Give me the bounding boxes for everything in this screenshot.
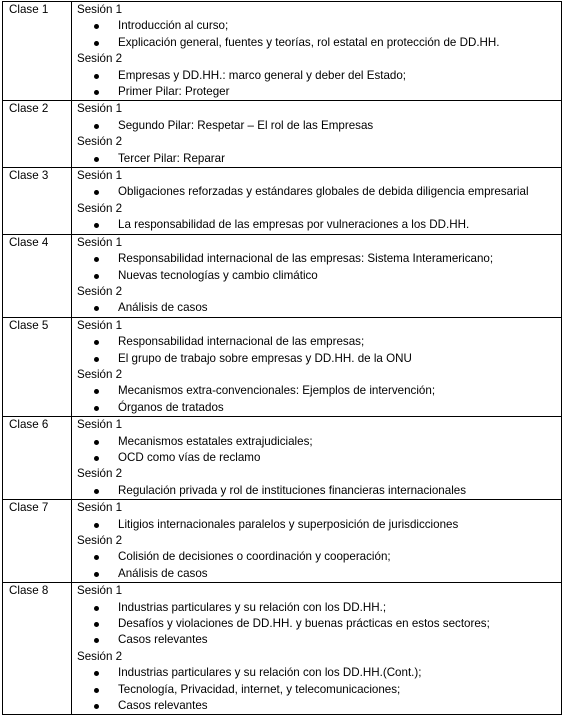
class-label: Clase 6 [3,417,72,500]
session-item-list [77,600,557,649]
item-text: Responsabilidad internacional de las empresas: Sistema Interamericano; [118,252,494,266]
item-text: Casos relevantes [118,699,208,713]
bullet-icon [94,340,99,345]
class-label: Clase 4 [3,234,72,317]
bullet-icon [94,688,99,693]
item-text: Nuevas tecnologías y cambio climático [118,268,318,282]
class-content [72,417,562,500]
class-row [3,317,562,416]
item-text: Litigios internacionales paralelos y superposición de jurisdicciones [118,517,459,531]
item-text: Explicación general, fuentes y teorías, rol estatal en protección de DD.HH. [118,35,500,49]
class-row [3,2,562,101]
bullet-icon [94,41,99,46]
session-item-list [77,68,557,101]
list-item [77,334,557,350]
bullet-icon [94,671,99,676]
list-item [77,84,557,100]
item-text: Responsabilidad internacional de las empresas; [118,335,365,349]
class-label: Clase 8 [3,583,72,715]
bullet-icon [94,74,99,79]
session-item-list [77,184,557,200]
list-item [77,665,557,681]
class-content [72,101,562,168]
item-text: Colisión de decisiones o coordinación y cooperación; [118,550,391,564]
item-text: Órganos de tratados [118,400,224,414]
schedule-table [2,1,562,715]
item-text: Casos relevantes [118,633,208,647]
bullet-icon [94,523,99,528]
bullet-icon [94,90,99,95]
session-label: Sesión 2 [77,135,123,149]
list-item [77,566,557,582]
session-label: Sesión 2 [77,367,123,381]
item-text: Empresas y DD.HH.: marco general y deber del Estado; [118,68,407,82]
session-label: Sesión 2 [77,201,123,215]
class-content [72,234,562,317]
bullet-icon [94,157,99,162]
item-text: Tercer Pilar: Reparar [118,151,225,165]
bullet-icon [94,704,99,709]
session-item-list [77,665,557,714]
session-item-list [77,151,557,167]
bullet-icon [94,606,99,611]
list-item [77,517,557,533]
item-text: Industrias particulares y su relación con los DD.HH.; [118,600,387,614]
list-item [77,616,557,632]
session-item-list [77,549,557,582]
class-row [3,417,562,500]
list-item [77,68,557,84]
session-item-list [77,483,557,499]
class-row [3,101,562,168]
item-text: Desafíos y violaciones de DD.HH. y buenas prácticas en estos sectores; [118,617,490,631]
schedule-body [3,2,562,715]
bullet-icon [94,406,99,411]
bullet-icon [94,274,99,279]
class-label: Clase 7 [3,500,72,583]
class-row [3,500,562,583]
session-item-list [77,18,557,51]
bullet-icon [94,440,99,445]
class-label: Clase 2 [3,101,72,168]
bullet-icon [94,223,99,228]
class-content [72,583,562,715]
session-item-list [77,251,557,284]
bullet-icon [94,389,99,394]
list-item [77,268,557,284]
item-text: Obligaciones reforzadas y estándares globales de debida diligencia empresarial [118,185,529,199]
bullet-icon [94,357,99,362]
list-item [77,300,557,316]
list-item [77,483,557,499]
item-text: Segundo Pilar: Respetar – El rol de las Empresas [118,118,374,132]
class-row [3,234,562,317]
item-text: Análisis de casos [118,301,208,315]
bullet-icon [94,456,99,461]
session-item-list [77,383,557,416]
session-item-list [77,434,557,467]
list-item [77,18,557,34]
session-label: Sesión 1 [77,501,123,515]
list-item [77,682,557,698]
class-row [3,168,562,235]
list-item [77,383,557,399]
item-text: El grupo de trabajo sobre empresas y DD.HH. de la ONU [118,351,412,365]
session-label: Sesión 1 [77,584,123,598]
class-label: Clase 3 [3,168,72,235]
list-item [77,400,557,416]
class-content [72,168,562,235]
session-label: Sesión 1 [77,235,123,249]
list-item [77,351,557,367]
bullet-icon [94,24,99,29]
session-label: Sesión 1 [77,169,123,183]
list-item [77,151,557,167]
list-item [77,632,557,648]
list-item [77,549,557,565]
item-text: Mecanismos estatales extrajudiciales; [118,434,313,448]
class-label: Clase 5 [3,317,72,416]
class-content [72,500,562,583]
item-text: Industrias particulares y su relación con los DD.HH.(Cont.); [118,666,422,680]
bullet-icon [94,124,99,129]
item-text: Regulación privada y rol de instituciones financieras internacionales [118,483,467,497]
class-row [3,583,562,715]
item-text: La responsabilidad de las empresas por vulneraciones a los DD.HH. [118,218,470,232]
item-text: Introducción al curso; [118,19,229,33]
bullet-icon [94,489,99,494]
list-item [77,434,557,450]
item-text: Análisis de casos [118,566,208,580]
session-label: Sesión 2 [77,52,123,66]
session-label: Sesión 1 [77,318,123,332]
session-item-list [77,517,557,533]
class-content [72,2,562,101]
list-item [77,600,557,616]
bullet-icon [94,306,99,311]
session-label: Sesión 2 [77,284,123,298]
list-item [77,35,557,51]
bullet-icon [94,572,99,577]
item-text: OCD como vías de reclamo [118,450,261,464]
bullet-icon [94,622,99,627]
session-label: Sesión 2 [77,534,123,547]
list-item [77,118,557,134]
bullet-icon [94,638,99,643]
list-item [77,251,557,267]
list-item [77,698,557,714]
session-item-list [77,118,557,134]
session-label: Sesión 2 [77,467,123,481]
session-label: Sesión 1 [77,102,123,116]
session-item-list [77,300,557,316]
class-label: Clase 1 [3,2,72,101]
bullet-icon [94,257,99,262]
bullet-icon [94,555,99,560]
item-text: Tecnología, Privacidad, internet, y telecomunicaciones; [118,682,401,696]
session-item-list [77,217,557,233]
session-label: Sesión 2 [77,649,123,663]
item-text: Mecanismos extra-convencionales: Ejemplos de intervención; [118,384,436,398]
item-text: Primer Pilar: Proteger [118,85,230,99]
list-item [77,184,557,200]
session-label: Sesión 1 [77,418,123,432]
class-content [72,317,562,416]
session-item-list [77,334,557,367]
bullet-icon [94,190,99,195]
list-item [77,450,557,466]
list-item [77,217,557,233]
session-label: Sesión 1 [77,3,123,16]
